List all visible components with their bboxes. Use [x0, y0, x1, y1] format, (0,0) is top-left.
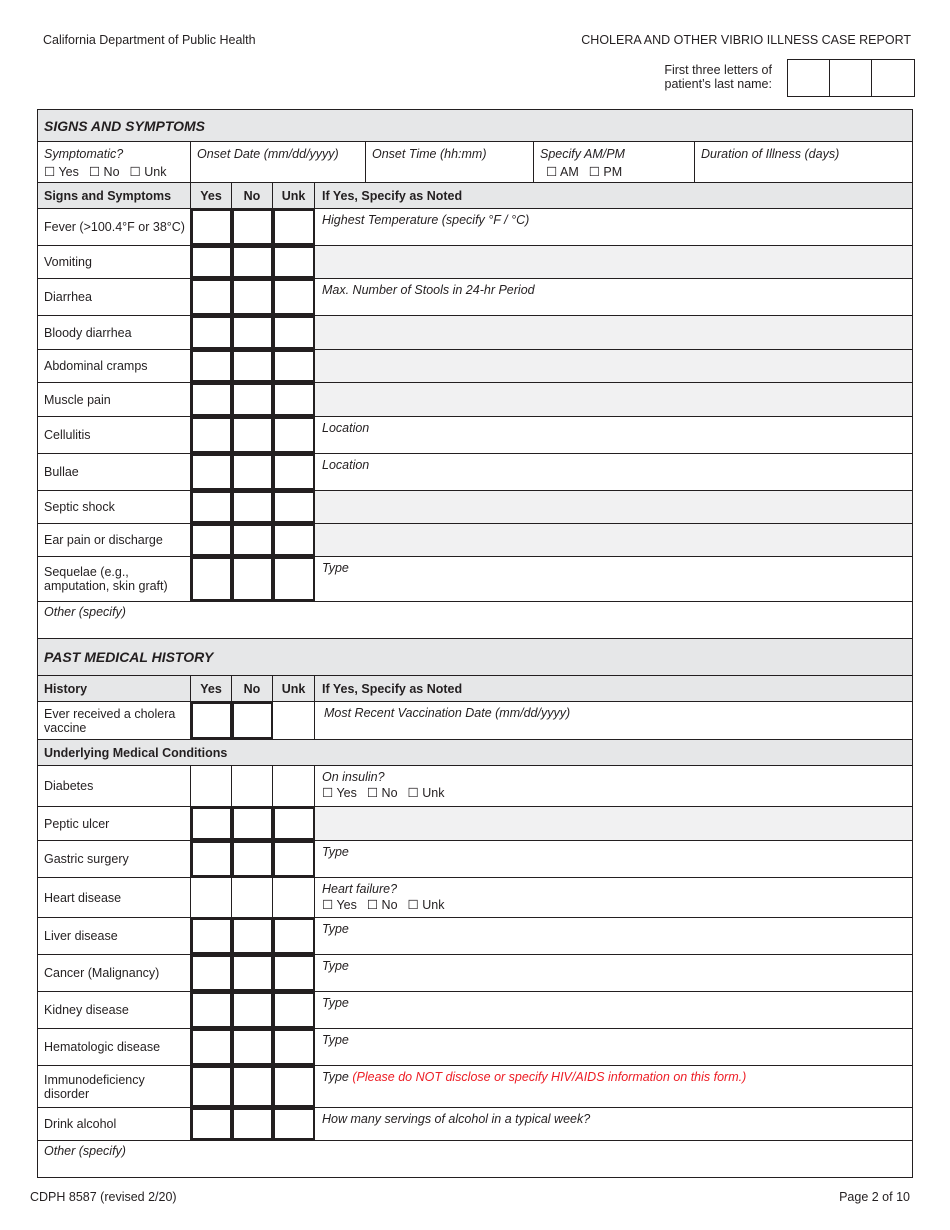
symptom-label-ear-pain: Ear pain or discharge	[38, 524, 191, 556]
symptom-label-septic-shock: Septic shock	[38, 491, 191, 523]
symptom-no-box-vomiting[interactable]	[232, 246, 273, 278]
symptom-label-sequelae: Sequelae (e.g., amputation, skin graft)	[38, 557, 191, 601]
symptom-row-cellulitis	[38, 417, 912, 454]
onset-date-field[interactable]	[191, 142, 366, 182]
duration-field[interactable]	[695, 142, 912, 182]
diabetes-yes-box[interactable]	[191, 766, 232, 806]
alcohol-no-box[interactable]	[232, 1108, 273, 1140]
symptom-unk-box-cellulitis[interactable]	[273, 417, 315, 453]
initial-box-1[interactable]	[788, 60, 830, 96]
symptom-unk-box-vomiting[interactable]	[273, 246, 315, 278]
diabetes-no-box[interactable]	[232, 766, 273, 806]
symptom-row-sequelae	[38, 557, 912, 602]
symptom-detail-bullae[interactable]: Location	[322, 458, 370, 472]
peptic-no-box[interactable]	[232, 807, 273, 840]
signs-other-row[interactable]	[38, 602, 912, 639]
am-checkbox[interactable]: ☐ AM	[546, 165, 579, 179]
symptom-row-vomiting	[38, 246, 912, 279]
signs-other-label: Other (specify)	[44, 605, 126, 619]
alcohol-label: Drink alcohol	[38, 1108, 191, 1140]
conditions-title: Underlying Medical Conditions	[44, 745, 228, 760]
symptom-unk-box-abdominal-cramps[interactable]	[273, 350, 315, 382]
hemat-row	[38, 1029, 912, 1066]
vaccine-row	[38, 702, 912, 740]
cancer-unk-box[interactable]	[273, 955, 315, 991]
peptic-yes-box[interactable]	[191, 807, 232, 840]
symptom-row-muscle-pain	[38, 383, 912, 417]
heart-label: Heart disease	[38, 878, 191, 917]
cancer-row	[38, 955, 912, 992]
peptic-label: Peptic ulcer	[38, 807, 191, 840]
heart-failure-yes-checkbox[interactable]: ☐ Yes	[322, 898, 357, 912]
signs-column-header	[38, 183, 912, 209]
peptic-row	[38, 807, 912, 841]
pm-checkbox[interactable]: ☐ PM	[588, 165, 623, 179]
symptom-yes-box-muscle-pain[interactable]	[191, 383, 232, 416]
alcohol-yes-box[interactable]	[191, 1108, 232, 1140]
hemat-detail[interactable]: Type	[322, 1033, 349, 1047]
symptom-yes-box-bullae[interactable]	[191, 454, 232, 490]
history-other-label: Other (specify)	[44, 1144, 126, 1158]
symptom-label-abdominal-cramps: Abdominal cramps	[38, 350, 191, 382]
ampm-label: Specify AM/PM	[540, 147, 625, 161]
history-section-header	[38, 639, 912, 676]
symptom-unk-box-septic-shock[interactable]	[273, 491, 315, 523]
agency-name: California Department of Public Health	[43, 33, 256, 47]
vaccine-yes-box[interactable]	[191, 702, 232, 739]
cancer-no-box[interactable]	[232, 955, 273, 991]
symptom-detail-cellulitis[interactable]: Location	[322, 421, 370, 435]
symptom-detail-sequelae[interactable]: Type	[322, 561, 349, 575]
symptom-detail-ear-pain	[315, 524, 912, 556]
kidney-unk-box[interactable]	[273, 992, 315, 1028]
symptomatic-no-checkbox[interactable]: ☐ No	[88, 165, 120, 179]
symptomatic-row	[38, 142, 912, 183]
symptom-unk-box-bullae[interactable]	[273, 454, 315, 490]
initial-box-2[interactable]	[830, 60, 872, 96]
cancer-label: Cancer (Malignancy)	[38, 955, 191, 991]
immuno-row	[38, 1066, 912, 1108]
immuno-yes-box[interactable]	[191, 1066, 232, 1107]
immuno-unk-box[interactable]	[273, 1066, 315, 1107]
symptom-label-diarrhea: Diarrhea	[38, 279, 191, 315]
heart-unk-box[interactable]	[273, 878, 315, 917]
history-col-yes: Yes	[191, 676, 232, 701]
symptom-yes-box-bloody-diarrhea[interactable]	[191, 316, 232, 349]
onset-time-label: Onset Time (hh:mm)	[372, 147, 487, 161]
symptom-label-bloody-diarrhea: Bloody diarrhea	[38, 316, 191, 349]
symptom-no-box-septic-shock[interactable]	[232, 491, 273, 523]
hemat-unk-box[interactable]	[273, 1029, 315, 1065]
vaccine-label: Ever received a cholera vaccine	[38, 702, 191, 739]
symptom-row-bullae	[38, 454, 912, 491]
symptom-label-vomiting: Vomiting	[38, 246, 191, 278]
diabetes-unk-box[interactable]	[273, 766, 315, 806]
signs-col-detail: If Yes, Specify as Noted	[322, 188, 463, 203]
symptom-detail-diarrhea[interactable]: Max. Number of Stools in 24-hr Period	[322, 283, 535, 297]
symptom-row-bloody-diarrhea	[38, 316, 912, 350]
alcohol-detail[interactable]: How many servings of alcohol in a typical week?	[322, 1112, 591, 1126]
history-column-header	[38, 676, 912, 702]
symptom-label-cellulitis: Cellulitis	[38, 417, 191, 453]
symptom-label-muscle-pain: Muscle pain	[38, 383, 191, 416]
immuno-detail[interactable]	[315, 1066, 912, 1107]
symptom-row-fever	[38, 209, 912, 246]
history-col-no: No	[232, 676, 273, 701]
gastric-unk-box[interactable]	[273, 841, 315, 877]
case-report-form	[37, 109, 913, 1178]
signs-col-yes: Yes	[191, 183, 232, 208]
symptom-unk-box-muscle-pain[interactable]	[273, 383, 315, 416]
heart-failure-label: Heart failure?	[322, 882, 398, 896]
symptom-detail-bloody-diarrhea	[315, 316, 912, 349]
immuno-type-label: Type	[322, 1070, 349, 1084]
symptom-yes-box-ear-pain[interactable]	[191, 524, 232, 556]
liver-unk-box[interactable]	[273, 918, 315, 954]
symptomatic-cell	[38, 142, 191, 182]
heart-no-box[interactable]	[232, 878, 273, 917]
onset-date-label: Onset Date (mm/dd/yyyy)	[197, 147, 339, 161]
insulin-unk-checkbox[interactable]: ☐ Unk	[407, 786, 445, 800]
ampm-cell	[534, 142, 695, 182]
symptom-no-box-abdominal-cramps[interactable]	[232, 350, 273, 382]
symptomatic-yes-checkbox[interactable]: ☐ Yes	[44, 165, 79, 179]
kidney-row	[38, 992, 912, 1029]
symptom-row-ear-pain	[38, 524, 912, 557]
form-id: CDPH 8587 (revised 2/20)	[30, 1190, 177, 1204]
symptom-detail-abdominal-cramps	[315, 350, 912, 382]
gastric-no-box[interactable]	[232, 841, 273, 877]
symptom-yes-box-abdominal-cramps[interactable]	[191, 350, 232, 382]
kidney-yes-box[interactable]	[191, 992, 232, 1028]
gastric-detail[interactable]: Type	[322, 845, 349, 859]
onset-time-field[interactable]	[366, 142, 534, 182]
symptom-label-fever: Fever (>100.4°F or 38°C)	[38, 209, 191, 245]
symptom-unk-box-diarrhea[interactable]	[273, 279, 315, 315]
heart-yes-box[interactable]	[191, 878, 232, 917]
symptom-yes-box-fever[interactable]	[191, 209, 232, 245]
signs-col-unk: Unk	[273, 183, 315, 208]
cancer-detail[interactable]: Type	[322, 959, 349, 973]
diabetes-row	[38, 766, 912, 807]
symptom-unk-box-fever[interactable]	[273, 209, 315, 245]
form-title: CHOLERA AND OTHER VIBRIO ILLNESS CASE REPORT	[581, 33, 911, 47]
symptom-detail-fever[interactable]: Highest Temperature (specify °F / °C)	[322, 213, 530, 227]
hemat-no-box[interactable]	[232, 1029, 273, 1065]
symptom-unk-box-sequelae[interactable]	[273, 557, 315, 601]
heart-detail	[315, 878, 912, 917]
immuno-label: Immunodeficiency disorder	[38, 1066, 191, 1107]
symptom-no-box-cellulitis[interactable]	[232, 417, 273, 453]
vaccine-no-box[interactable]	[232, 702, 273, 739]
page-number: Page 2 of 10	[839, 1190, 910, 1204]
heart-failure-no-checkbox[interactable]: ☐ No	[366, 898, 398, 912]
symptom-unk-box-bloody-diarrhea[interactable]	[273, 316, 315, 349]
symptom-no-box-bloody-diarrhea[interactable]	[232, 316, 273, 349]
kidney-label: Kidney disease	[38, 992, 191, 1028]
symptom-row-abdominal-cramps	[38, 350, 912, 383]
symptom-row-septic-shock	[38, 491, 912, 524]
immuno-warning: (Please do NOT disclose or specify HIV/AIDS information on this form.)	[352, 1070, 747, 1084]
liver-no-box[interactable]	[232, 918, 273, 954]
liver-row	[38, 918, 912, 955]
symptom-no-box-ear-pain[interactable]	[232, 524, 273, 556]
history-other-row[interactable]	[38, 1141, 912, 1178]
conditions-header	[38, 740, 912, 766]
symptom-no-box-muscle-pain[interactable]	[232, 383, 273, 416]
diabetes-detail	[315, 766, 912, 806]
insulin-yes-checkbox[interactable]: ☐ Yes	[322, 786, 357, 800]
signs-section-title: SIGNS AND SYMPTOMS	[44, 117, 206, 134]
peptic-detail	[315, 807, 912, 840]
initial-box-3[interactable]	[872, 60, 914, 96]
symptom-yes-box-vomiting[interactable]	[191, 246, 232, 278]
kidney-detail[interactable]: Type	[322, 996, 349, 1010]
peptic-unk-box[interactable]	[273, 807, 315, 840]
symptom-unk-box-ear-pain[interactable]	[273, 524, 315, 556]
symptom-row-diarrhea	[38, 279, 912, 316]
kidney-no-box[interactable]	[232, 992, 273, 1028]
hemat-yes-box[interactable]	[191, 1029, 232, 1065]
gastric-row	[38, 841, 912, 878]
symptom-no-box-fever[interactable]	[232, 209, 273, 245]
heart-failure-unk-checkbox[interactable]: ☐ Unk	[407, 898, 445, 912]
symptomatic-unk-checkbox[interactable]: ☐ Unk	[129, 165, 167, 179]
gastric-yes-box[interactable]	[191, 841, 232, 877]
diabetes-insulin-label: On insulin?	[322, 770, 385, 784]
cancer-yes-box[interactable]	[191, 955, 232, 991]
symptom-detail-septic-shock	[315, 491, 912, 523]
diabetes-label: Diabetes	[38, 766, 191, 806]
signs-col-label: Signs and Symptoms	[38, 183, 191, 208]
vaccine-detail[interactable]: Most Recent Vaccination Date (mm/dd/yyyy)	[324, 706, 571, 720]
symptom-detail-vomiting	[315, 246, 912, 278]
alcohol-row	[38, 1108, 912, 1141]
symptom-yes-box-cellulitis[interactable]	[191, 417, 232, 453]
history-col-detail: If Yes, Specify as Noted	[322, 681, 463, 696]
symptom-yes-box-septic-shock[interactable]	[191, 491, 232, 523]
vaccine-unk-box[interactable]	[273, 702, 315, 739]
initials-boxes	[787, 59, 915, 97]
hemat-label: Hematologic disease	[38, 1029, 191, 1065]
immuno-no-box[interactable]	[232, 1066, 273, 1107]
signs-col-no: No	[232, 183, 273, 208]
history-col-unk: Unk	[273, 676, 315, 701]
heart-row	[38, 878, 912, 918]
duration-label: Duration of Illness (days)	[701, 147, 840, 161]
symptom-yes-box-sequelae[interactable]	[191, 557, 232, 601]
gastric-label: Gastric surgery	[38, 841, 191, 877]
symptom-detail-muscle-pain	[315, 383, 912, 416]
alcohol-unk-box[interactable]	[273, 1108, 315, 1140]
liver-label: Liver disease	[38, 918, 191, 954]
insulin-no-checkbox[interactable]: ☐ No	[366, 786, 398, 800]
initials-label: First three letters of patient’s last name:	[664, 63, 772, 91]
symptomatic-label: Symptomatic?	[44, 147, 124, 161]
symptom-no-box-bullae[interactable]	[232, 454, 273, 490]
symptom-no-box-diarrhea[interactable]	[232, 279, 273, 315]
history-section-title: PAST MEDICAL HISTORY	[44, 649, 214, 665]
liver-detail[interactable]: Type	[322, 922, 349, 936]
symptom-yes-box-diarrhea[interactable]	[191, 279, 232, 315]
liver-yes-box[interactable]	[191, 918, 232, 954]
signs-section-header	[38, 110, 912, 142]
symptom-label-bullae: Bullae	[38, 454, 191, 490]
history-col-label: History	[38, 676, 191, 701]
symptom-no-box-sequelae[interactable]	[232, 557, 273, 601]
